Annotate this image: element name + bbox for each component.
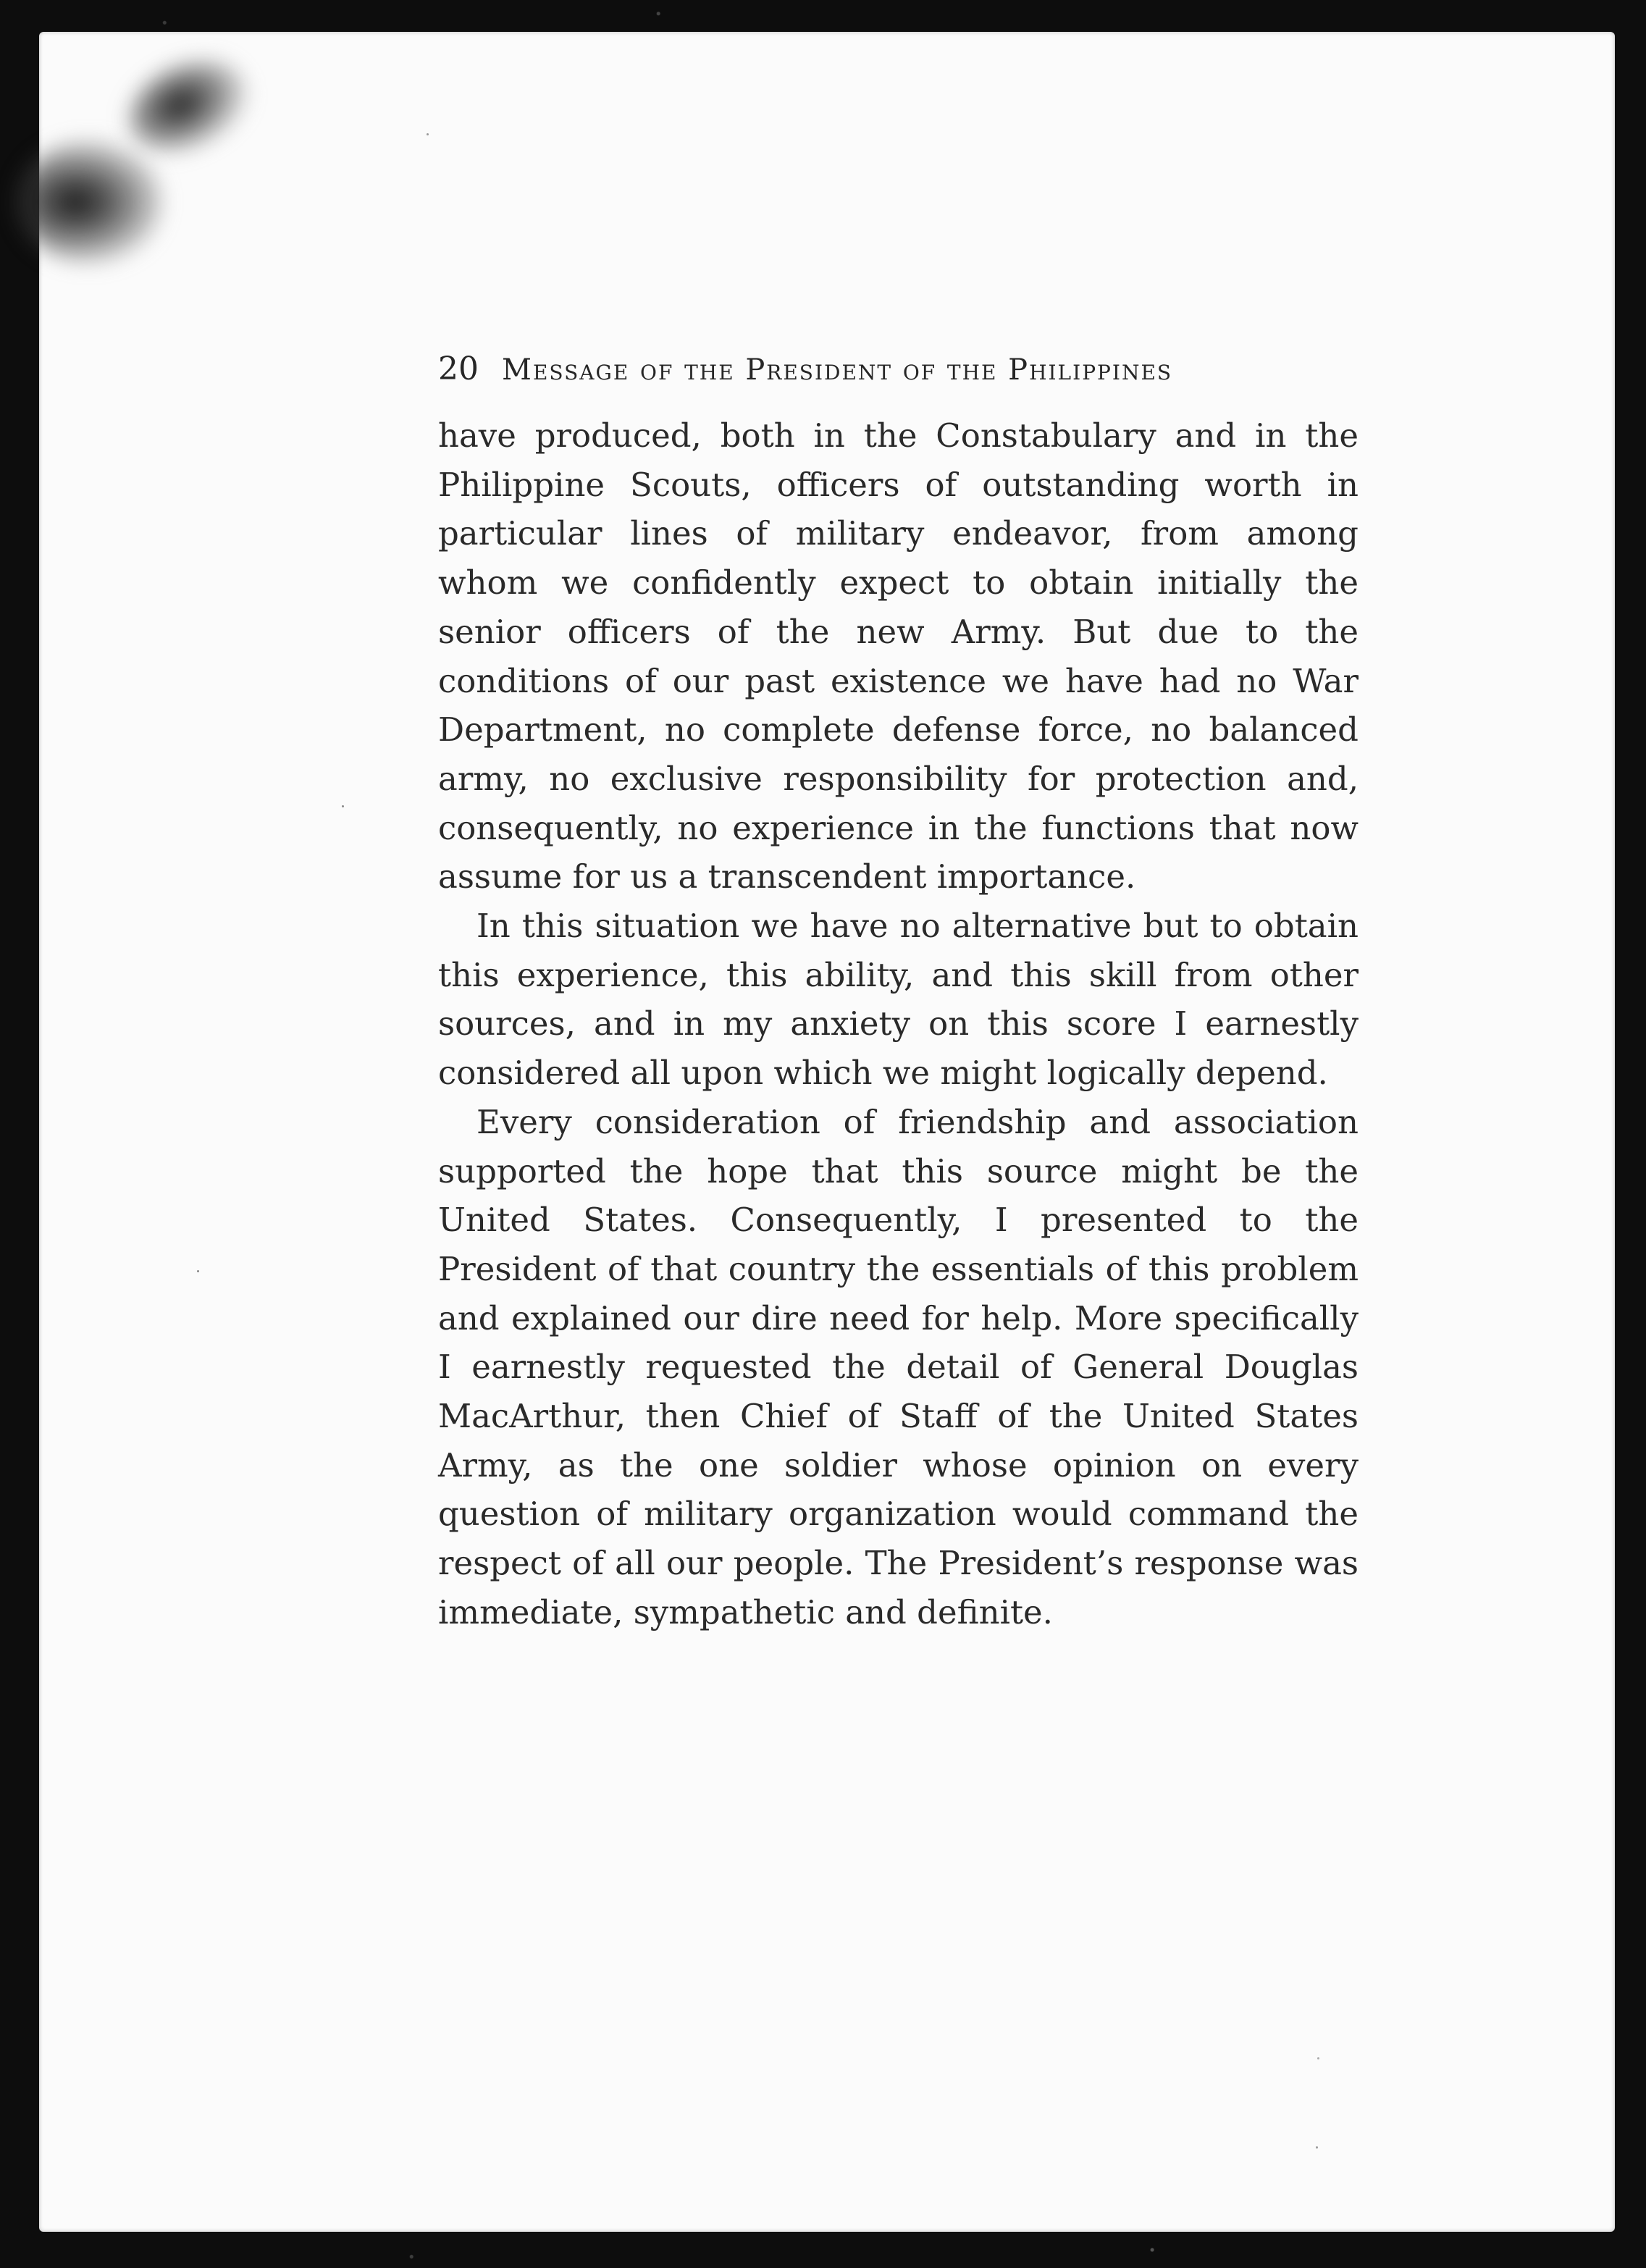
document-page: [39, 32, 1615, 2232]
paragraph: Every consideration of friendship and association supported the hope that this source might be the United States. Consequently, I presented to the President of that country the essentials of this problem and explained our dire need for help. More specifically I earnestly requested the detail of General Douglas MacArthur, then Chief of Staff of the United States Army, as the one soldier whose opinion on every question of military organization would command the respect of all our people. The President’s response was immediate, sympathetic and definite.: [438, 1102, 1359, 1631]
dust-speck: [427, 133, 429, 135]
dust-speck: [1317, 2057, 1319, 2059]
body-text: [438, 411, 1359, 1637]
page-number: 20: [438, 350, 479, 387]
running-head-title: Message of the President of the Philippines: [502, 353, 1173, 387]
page-content: [438, 350, 1359, 1637]
ink-smudge: [17, 140, 162, 264]
paragraph: have produced, both in the Constabulary and in the Philippine Scouts, officers of outstanding worth in particular lines of military endeavor, from among whom we confidently expect to obtain initially the senior officers of the new Army. But due to the conditions of our past existence we have had no War Department, no complete defense force, no balanced army, no exclusive responsibility for protection and, consequently, no experience in the functions that now assume for us a transcendent importance.: [438, 416, 1359, 896]
dust-speck: [1316, 2146, 1318, 2149]
running-head: [438, 350, 1359, 411]
dust-speck: [197, 1270, 199, 1272]
ink-smudge: [114, 42, 261, 169]
dust-speck: [342, 805, 344, 807]
paragraph: In this situation we have no alternative but to obtain this experience, this ability, and this skill from other sources, and in my anxiety on this score I earnestly considered all upon which we might logically depend.: [438, 907, 1359, 1093]
